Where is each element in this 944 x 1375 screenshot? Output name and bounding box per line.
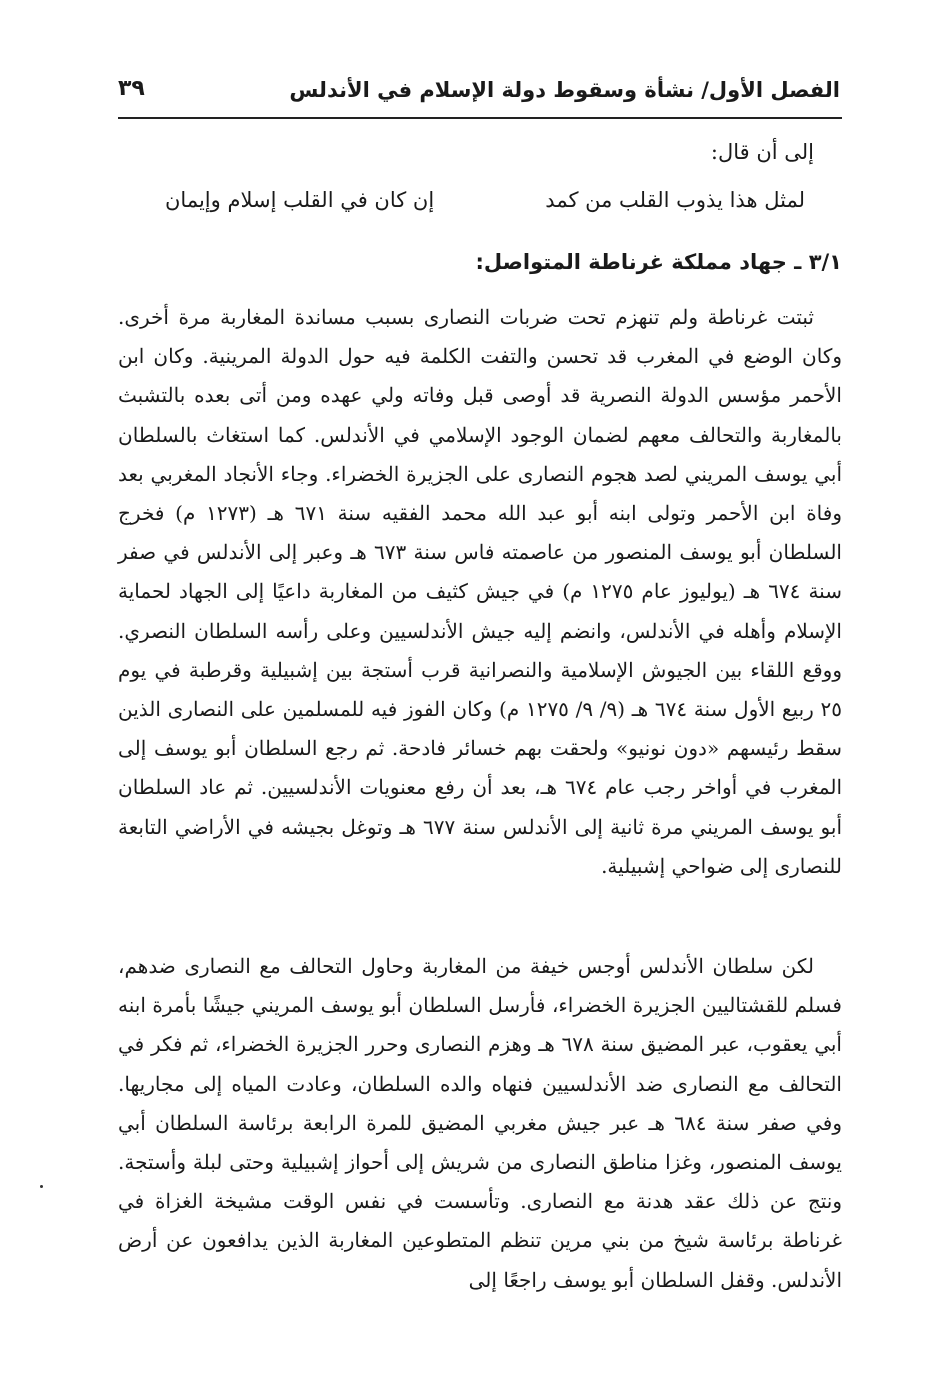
body-paragraph: لكن سلطان الأندلس أوجس خيفة من المغاربة وحاول التحالف مع النصارى ضدهم، فسلم للقشتاليين الجزيرة الخضراء، فأرسل السلطان أبو يوسف المريني جيشًا بأمرة ابنه أبي يعقوب، عبر المضيق سنة ٦٧٨ هـ وهزم النصارى وحرر الجزيرة الخضراء، ثم فكر في التحالف مع النصارى ضد الأندلسيين فنهاه والده السلطان، وعادت المياه إلى مجاريها. وفي صفر سنة ٦٨٤ هـ عبر جيش مغربي المضيق للمرة الرابعة برئاسة السلطان أبي يوسف المنصور، وغزا مناطق النصارى من شريش إلى أحواز إشبيلية وحتى لبلة وأستجة. ونتج عن ذلك عقد هدنة مع النصارى. وتأسست في نفس الوقت مشيخة الغزاة في غرناطة برئاسة شيخ من بني مرين تنظم المتطوعين المغاربة الذين يدافعون عن أرض الأندلس. وقفل السلطان أبو يوسف راجعًا إلى: [118, 954, 842, 1292]
section-heading: ٣/١ ـ جهاد مملكة غرناطة المتواصل:: [475, 250, 842, 274]
page-number: ٣٩: [118, 76, 145, 101]
header-rule: [118, 117, 842, 119]
margin-mark: [40, 1185, 43, 1188]
verse-first-hemistich: لمثل هذا يذوب القلب من كمد: [545, 188, 805, 212]
intro-line: إلى أن قال:: [710, 140, 814, 164]
chapter-title: الفصل الأول/ نشأة وسقوط دولة الإسلام في الأندلس: [289, 78, 840, 102]
body-paragraph: ثبتت غرناطة ولم تنهزم تحت ضربات النصارى بسبب مساندة المغاربة مرة أخرى. وكان الوضع في المغرب قد تحسن والتفت الكلمة فيه حول الدولة المرينية. وكان ابن الأحمر مؤسس الدولة النصرية قد أوصى قبل وفاته ولي عهده ومن أتى بعده بالتشبث بالمغاربة والتحالف معهم لضمان الوجود الإسلامي في الأندلس. كما استغاث بالسلطان أبي يوسف المريني لصد هجوم النصارى على الجزيرة الخضراء. وجاء الأنجاد المغربي بعد وفاة ابن الأحمر وتولى ابنه أبو عبد الله محمد الفقيه سنة ٦٧١ هـ (١٢٧٣ م) فخرج السلطان أبو يوسف المنصور من عاصمته فاس سنة ٦٧٣ هـ وعبر إلى الأندلس في صفر سنة ٦٧٤ هـ (يوليوز عام ١٢٧٥ م) في جيش كثيف من المغاربة داعيًا إلى الجهاد لحماية الإسلام وأهله في الأندلس، وانضم إليه جيش الأندلسيين وعلى رأسه السلطان النصري. ووقع اللقاء بين الجيوش الإسلامية والنصرانية قرب أستجة بين إشبيلية وقرطبة في يوم ٢٥ ربيع الأول سنة ٦٧٤ هـ (٩/ ٩/ ١٢٧٥ م) وكان الفوز فيه للمسلمين على النصارى الذين سقط رئيسهم «دون نونيو» ولحقت بهم خسائر فادحة. ثم رجع السلطان أبو يوسف إلى المغرب في أواخر رجب عام ٦٧٤ هـ، بعد أن رفع معنويات الأندلسيين. ثم عاد السلطان أبو يوسف المريني مرة ثانية إلى الأندلس سنة ٦٧٧ هـ وتوغل بجيشه في الأراضي التابعة للنصارى إلى ضواحي إشبيلية.: [118, 305, 843, 878]
poem-verse: [165, 188, 805, 228]
verse-second-hemistich: إن كان في القلب إسلام وإيمان: [165, 188, 435, 212]
running-head: [118, 66, 840, 118]
